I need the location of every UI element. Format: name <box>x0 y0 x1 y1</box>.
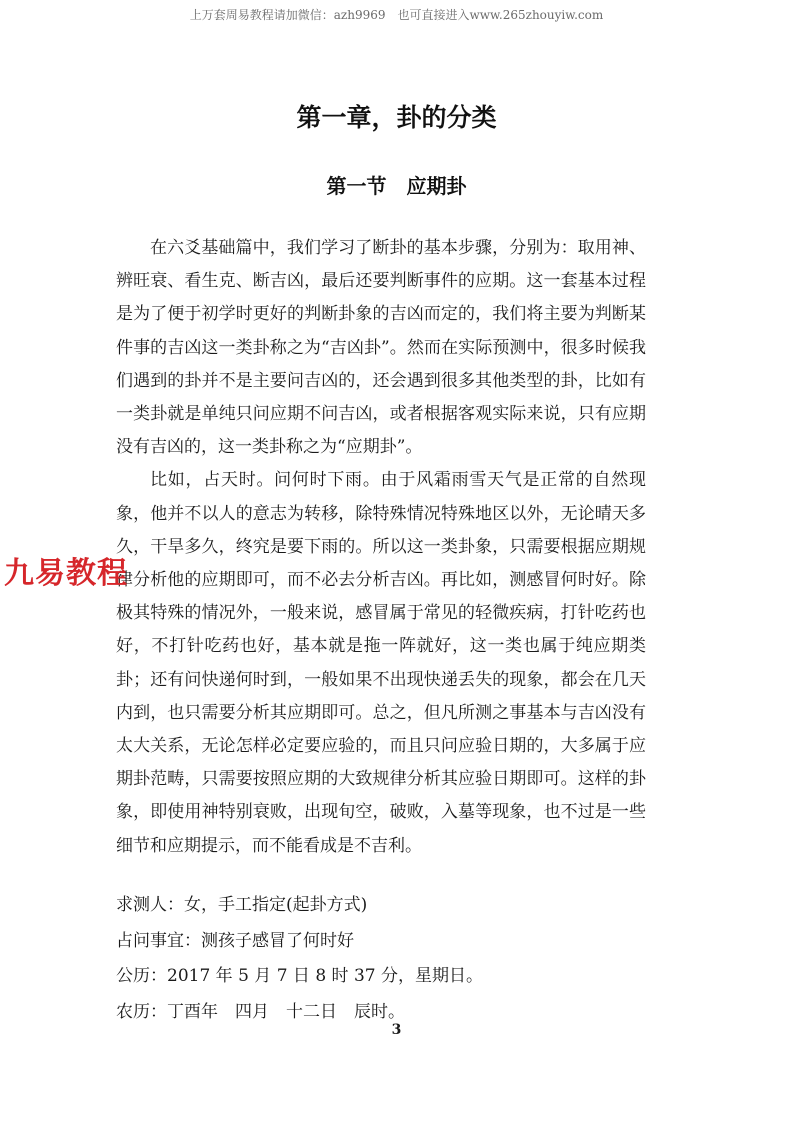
info-question: 占问事宜：测孩子感冒了何时好 <box>116 930 354 951</box>
divination-info <box>116 888 646 1030</box>
info-requester: 求测人：女，手工指定(起卦方式) <box>116 895 368 915</box>
info-gregorian-date: 公历：2017 年 5 月 7 日 8 时 37 分，星期日。 <box>116 966 483 986</box>
watermark-logo: 九易教程 <box>4 556 128 591</box>
info-lunar-date: 农历：丁酉年 四月 十二日 辰时。 <box>116 1001 405 1022</box>
paragraph-2: 比如，占天时。问何时下雨。由于风霜雨雪天气是正常的自然现象，他并不以人的意志为转移，除特殊情况特殊地区以外，无论晴天多久，干旱多久，终究是要下雨的。所以这一类卦象，只需要根据应期规律分析他的应期即可，而不必去分析吉凶。再比如，测感冒何时好。除极其特殊的情况外，一般来说，感冒属于常见的轻微疾病，打针吃药也好，不打针吃药也好，基本就是拖一阵就好，这一类也属于纯应期类卦；还有问快递何时到，一般如果不出现快递丢失的现象，都会在几天内到，也只需要分析其应期即可。总之，但凡所测之事基本与吉凶没有太大关系，无论怎样必定要应验的，而且只问应验日期的，大多属于应期卦范畴，只需要按照应期的大致规律分析其应验日期即可。这样的卦象，即使用神特别衰败，出现旬空，破败，入墓等现象，也不过是一些细节和应期提示，而不能看成是不吉利。 <box>116 470 646 856</box>
section-title: 第一节 应期卦 <box>326 174 467 198</box>
paragraph-1: 在六爻基础篇中，我们学习了断卦的基本步骤，分别为：取用神、辨旺衰、看生克、断吉凶，最后还要判断事件的应期。这一套基本过程是为了便于初学时更好的判断卦象的吉凶而定的，我们将主要为判断某件事的吉凶这一类卦称之为“吉凶卦”。然而在实际预测中，很多时候我们遇到的卦并不是主要问吉凶的，还会遇到很多其他类型的卦，比如有一类卦就是单纯只问应期不问吉凶，或者根据客观实际来说，只有应期没有吉凶的，这一类卦称之为“应期卦”。 <box>116 238 646 458</box>
top-banner: 上万套周易教程请加微信：azh9969 也可直接进入www.265zhouyiw.com <box>189 8 604 22</box>
chapter-title: 第一章，卦的分类 <box>296 103 497 132</box>
page-number: 3 <box>391 1022 402 1038</box>
body-text <box>116 232 646 863</box>
